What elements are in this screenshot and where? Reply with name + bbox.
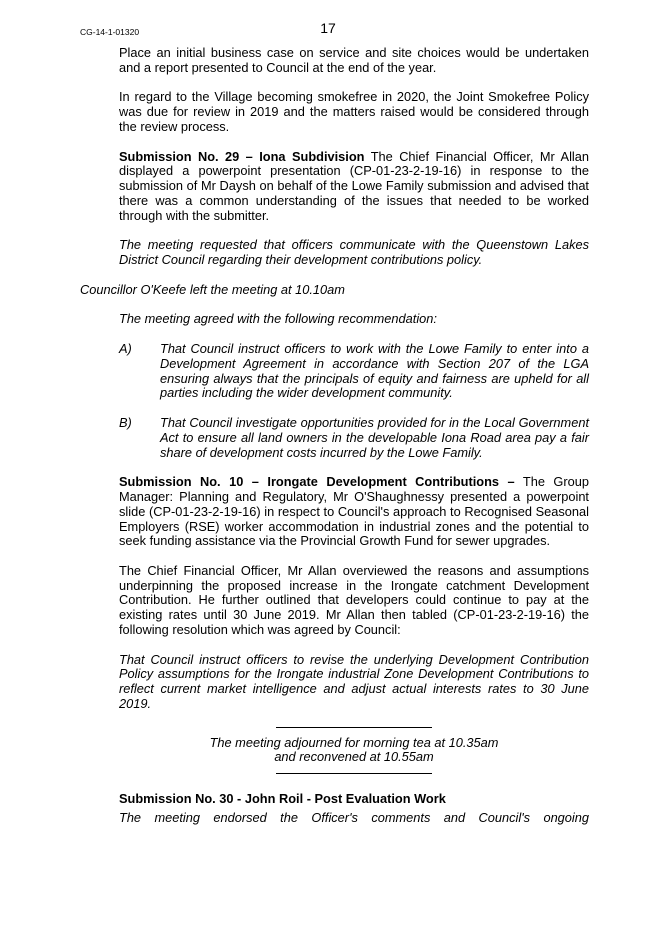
recommendation-text: That Council instruct officers to work with the Lowe Family to enter into a Development Agreement in accordance with Section 207 of the LGA ensuring always that the principals of equity and fairness are upheld for all parties including the wider development community. bbox=[160, 340, 589, 401]
recommendation-a bbox=[119, 342, 589, 401]
recommendation-letter: B) bbox=[119, 414, 132, 430]
submission-30-heading: Submission No. 30 - John Roil - Post Evaluation Work bbox=[119, 791, 446, 807]
paragraph-submission-29 bbox=[119, 150, 589, 224]
paragraph-submission-10-resolution: That Council instruct officers to revise the underlying Development Contribution Policy assumptions for the Irongate industrial Zone Development Contributions to reflect current market intelligence and adjust actual interests rates to 30 June 2019. bbox=[119, 651, 589, 712]
paragraph-business-case: Place an initial business case on service and site choices would be undertaken and a report presented to Council at the end of the year. bbox=[119, 45, 589, 75]
paragraph-agreed-intro: The meeting agreed with the following recommendation: bbox=[119, 311, 437, 327]
document-body bbox=[80, 45, 589, 841]
submission-10-text: The Group Manager: Planning and Regulatory, Mr O'Shaughnessy presented a powerpoint slide (CP-01-23-2-19-16) in respect to Council's approach to Recognised Seasonal Employers (RSE) worker accommodation in industrial zones and the potential to seek funding assistance via the Provincial Growth Fund for sewer upgrades. bbox=[119, 474, 589, 549]
paragraph-councillor-left: Councillor O'Keefe left the meeting at 10.10am bbox=[80, 281, 345, 297]
submission-10-heading: Submission No. 10 – Irongate Development Contributions – bbox=[119, 474, 515, 490]
divider-top bbox=[276, 727, 432, 728]
submission-29-heading: Submission No. 29 – Iona Subdivision bbox=[119, 148, 365, 164]
recommendation-b bbox=[119, 416, 589, 460]
paragraph-submission-10-overview: The Chief Financial Officer, Mr Allan overviewed the reasons and assumptions underpinning the proposed increase in the Irongate catchment Development Contribution. He further outlined that developers could continue to pay at the existing rates until 30 June 2019. Mr Allan then tabled (CP-01-23-2-19-16) the following resolution which was agreed by Council: bbox=[119, 562, 589, 638]
adjournment-notice bbox=[119, 736, 589, 766]
document-code: CG-14-1-01320 bbox=[80, 27, 140, 37]
recommendation-letter: A) bbox=[119, 340, 132, 356]
paragraph-submission-29-request: The meeting requested that officers communicate with the Queenstown Lakes District Council regarding their development contributions policy. bbox=[119, 237, 589, 268]
paragraph-submission-10 bbox=[119, 475, 589, 549]
adjournment-line-1: The meeting adjourned for morning tea at 10.35am bbox=[209, 734, 499, 750]
submission-29-text: The Chief Financial Officer, Mr Allan displayed a powerpoint presentation (CP-01-23-2-19-16) in response to the submission of Mr Daysh on behalf of the Lowe Family submission and advised that there was a common understanding of the issues that needed to be worked through with the submitter. bbox=[119, 148, 589, 223]
adjournment-line-2: and reconvened at 10.55am bbox=[274, 749, 434, 765]
recommendation-text: That Council investigate opportunities provided for in the Local Government Act to ensure all land owners in the developable Iona Road area pay a fair share of development costs incurred by the Lowe Family. bbox=[160, 414, 589, 460]
paragraph-smokefree: In regard to the Village becoming smokefree in 2020, the Joint Smokefree Policy was due for review in 2019 and the matters raised would be considered through the review process. bbox=[119, 89, 589, 134]
paragraph-submission-30: The meeting endorsed the Officer's comments and Council's ongoing bbox=[119, 810, 589, 826]
page-number: 17 bbox=[320, 20, 336, 36]
